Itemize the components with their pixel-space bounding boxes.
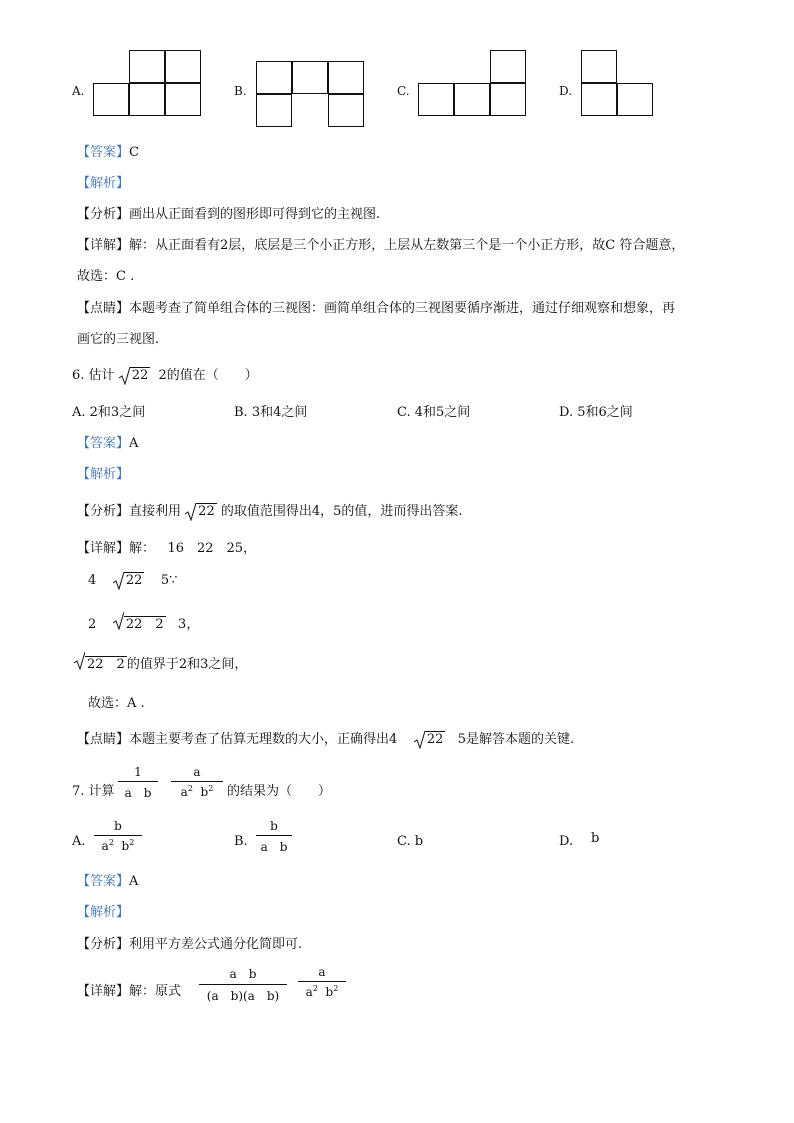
- q7-fraction-2: a $a^2$ $b^2$: [171, 765, 223, 799]
- sqrt-symbol: 22: [185, 504, 217, 519]
- q5-xiangjie-line2: 故选：C .: [77, 269, 135, 284]
- q7-fenxi: 【分析】利用平方差公式通分化简即可.: [77, 937, 303, 952]
- q7-option-d-label: D.: [559, 834, 574, 849]
- q6-line4: 22 2 的值界于2和3之间，: [74, 653, 247, 672]
- because-icon: ∵: [169, 573, 178, 588]
- q6-xiangjie: 【详解】解： 16 22 25，: [77, 541, 257, 556]
- sqrt-symbol: 22 2: [113, 613, 166, 632]
- q6-answer: 【答案】A: [77, 436, 139, 451]
- q6-option-b: B. 3和4之间: [234, 405, 308, 420]
- q7-fraction-1: 1 a b: [118, 765, 158, 801]
- q6-line3: 2 22 2 3，: [88, 613, 199, 632]
- option-a-label: A.: [72, 84, 85, 98]
- q7-xiangjie-fraction-2: a $a^2$ $b^2$: [298, 965, 346, 999]
- sqrt-symbol: 22 2: [74, 653, 127, 672]
- answer-value: C: [129, 145, 139, 160]
- q6-stem: 6. 估计 22 2的值在（ ）: [72, 368, 258, 383]
- q7-option-b-fraction: b a b: [256, 819, 292, 855]
- q7-analysis-tag: 【解析】: [77, 905, 130, 920]
- q6-option-c: C. 4和5之间: [397, 405, 471, 420]
- q5-dianjing: 【点睛】本题考查了简单组合体的三视图：画简单组合体的三视图要循序渐进，通过仔细观察和想象，再: [77, 301, 676, 316]
- q6-analysis-tag: 【解析】: [77, 467, 130, 482]
- q6-fenxi: 【分析】直接利用 22 的取值范围得出4，5的值，进而得出答案.: [77, 504, 463, 519]
- sqrt-symbol: 22: [414, 732, 446, 747]
- q7-option-b-label: B.: [234, 834, 248, 849]
- q7-stem-pre: 7. 计算: [72, 784, 115, 799]
- q5-answer: [77, 141, 139, 160]
- q7-option-c: C. b: [397, 834, 424, 849]
- answer-tag: 【答案】: [77, 145, 130, 160]
- sqrt-symbol: 22: [113, 573, 145, 588]
- q5-fenxi: 【分析】画出从正面看到的图形即可得到它的主视图.: [77, 207, 381, 222]
- q7-stem-post: 的结果为（ ）: [227, 784, 332, 799]
- option-b-label: B.: [234, 84, 247, 98]
- q6-option-d: D. 5和6之间: [559, 405, 633, 420]
- q7-answer: 【答案】A: [77, 874, 139, 889]
- q7-xiangjie-fraction-1: a b (a b)(a b): [199, 965, 287, 1004]
- q6-line2: 4 22 5∵: [88, 573, 178, 588]
- option-d-label: D.: [559, 84, 573, 98]
- q5-dianjing-line2: 画它的三视图.: [77, 332, 160, 347]
- q6-line5: 故选：A .: [88, 696, 145, 711]
- q6-option-a: A. 2和3之间: [72, 405, 146, 420]
- q6-dianjing: 【点睛】本题主要考查了估算无理数的大小，正确得出4 22 5是解答本题的关键.: [77, 732, 575, 747]
- q5-xiangjie: 【详解】解：从正面看有2层，底层是三个小正方形，上层从左数第三个是一个小正方形，故C 符合题意，: [77, 238, 685, 253]
- q7-option-a-fraction: b $a^2$ $b^2$: [94, 819, 142, 853]
- sqrt-symbol: 22: [119, 368, 151, 383]
- q5-analysis-tag: 【解析】: [77, 176, 130, 191]
- q7-xiangjie: 【详解】解：原式: [77, 984, 182, 999]
- q7-option-d-value: b: [591, 831, 600, 846]
- q7-option-a-label: A.: [72, 834, 86, 849]
- option-c-label: C.: [397, 84, 410, 98]
